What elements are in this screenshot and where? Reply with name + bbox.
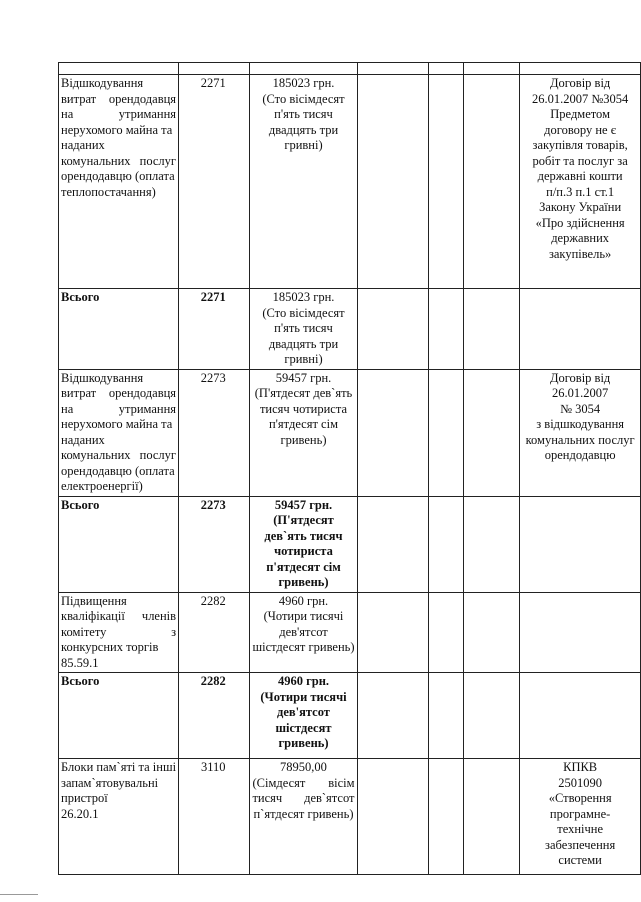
empty-cell	[463, 289, 520, 370]
total-label-cell: Всього	[59, 289, 179, 370]
empty-cell	[429, 75, 463, 289]
table-header-stub-row	[59, 63, 641, 75]
kekv-code-cell: 2273	[179, 496, 250, 592]
item-name-cell: Відшкодування витрат орендодавця на утримання нерухомого майна та наданих комунальних послуг орендодавцю (оплата теплопостачання)	[59, 75, 179, 289]
note-cell: Договір від 26.01.2007 № 3054 з відшкодування комунальних послуг орендодавцю	[520, 369, 641, 496]
empty-cell	[357, 496, 429, 592]
empty-cell	[429, 759, 463, 875]
table-row-total	[59, 496, 641, 592]
table-row-total	[59, 673, 641, 759]
empty-cell	[463, 673, 520, 759]
sum-cell: 59457 грн. (П'ятдесят дев`ять тисяч чотириста п'ятдесят сім гривень)	[250, 496, 357, 592]
empty-cell	[357, 592, 429, 673]
kekv-code-cell: 2282	[179, 673, 250, 759]
sum-cell: 185023 грн. (Сто вісімдесят п'ять тисяч двадцять три гривні)	[250, 289, 357, 370]
table-row	[59, 75, 641, 289]
sum-cell: 78950,00 (Сімдесят вісім тисяч дев`ятсот п`ятдесят гривень)	[250, 759, 357, 875]
total-label-cell: Всього	[59, 496, 179, 592]
empty-cell	[463, 75, 520, 289]
kekv-code-cell: 2271	[179, 75, 250, 289]
item-name-cell: Підвищення кваліфікації членів комітету з конкурсних торгів 85.59.1	[59, 592, 179, 673]
item-name-cell: Відшкодування витрат орендодавця на утримання нерухомого майна та наданих комунальних послуг орендодавцю (оплата електроенергії)	[59, 369, 179, 496]
sum-cell: 4960 грн. (Чотири тисячі дев'ятсот шістдесят гривень)	[250, 592, 357, 673]
note-cell: КПКВ 2501090 «Створення програмне- технічне забезпечення системи	[520, 759, 641, 875]
empty-cell	[463, 592, 520, 673]
empty-cell	[520, 496, 641, 592]
footnote-divider	[0, 894, 38, 895]
empty-cell	[520, 289, 641, 370]
empty-cell	[429, 369, 463, 496]
item-name-cell: Блоки пам`яті та інші запам`ятовувальні пристрої 26.20.1	[59, 759, 179, 875]
table-row-total	[59, 289, 641, 370]
table-row	[59, 369, 641, 496]
sum-cell: 185023 грн. (Сто вісімдесят п'ять тисяч двадцять три гривні)	[250, 75, 357, 289]
table-row	[59, 592, 641, 673]
empty-cell	[463, 369, 520, 496]
empty-cell	[357, 75, 429, 289]
kekv-code-cell: 2273	[179, 369, 250, 496]
empty-cell	[429, 592, 463, 673]
empty-cell	[357, 369, 429, 496]
empty-cell	[357, 289, 429, 370]
note-cell: Договір від 26.01.2007 №3054 Предметом договору не є закупівля товарів, робіт та послуг за державні кошти п/п.3 п.1 ст.1 Закону України «Про здійснення державних закупівель»	[520, 75, 641, 289]
sum-cell: 59457 грн. (П'ятдесят дев`ять тисяч чотириста п'ятдесят сім гривень)	[250, 369, 357, 496]
empty-cell	[520, 673, 641, 759]
procurement-table	[58, 62, 641, 875]
table-row	[59, 759, 641, 875]
sum-cell: 4960 грн. (Чотири тисячі дев'ятсот шістдесят гривень)	[250, 673, 357, 759]
empty-cell	[463, 759, 520, 875]
total-label-cell: Всього	[59, 673, 179, 759]
kekv-code-cell: 3110	[179, 759, 250, 875]
empty-cell	[357, 759, 429, 875]
empty-cell	[463, 496, 520, 592]
kekv-code-cell: 2282	[179, 592, 250, 673]
empty-cell	[429, 496, 463, 592]
empty-cell	[357, 673, 429, 759]
empty-cell	[520, 592, 641, 673]
empty-cell	[429, 289, 463, 370]
empty-cell	[429, 673, 463, 759]
kekv-code-cell: 2271	[179, 289, 250, 370]
